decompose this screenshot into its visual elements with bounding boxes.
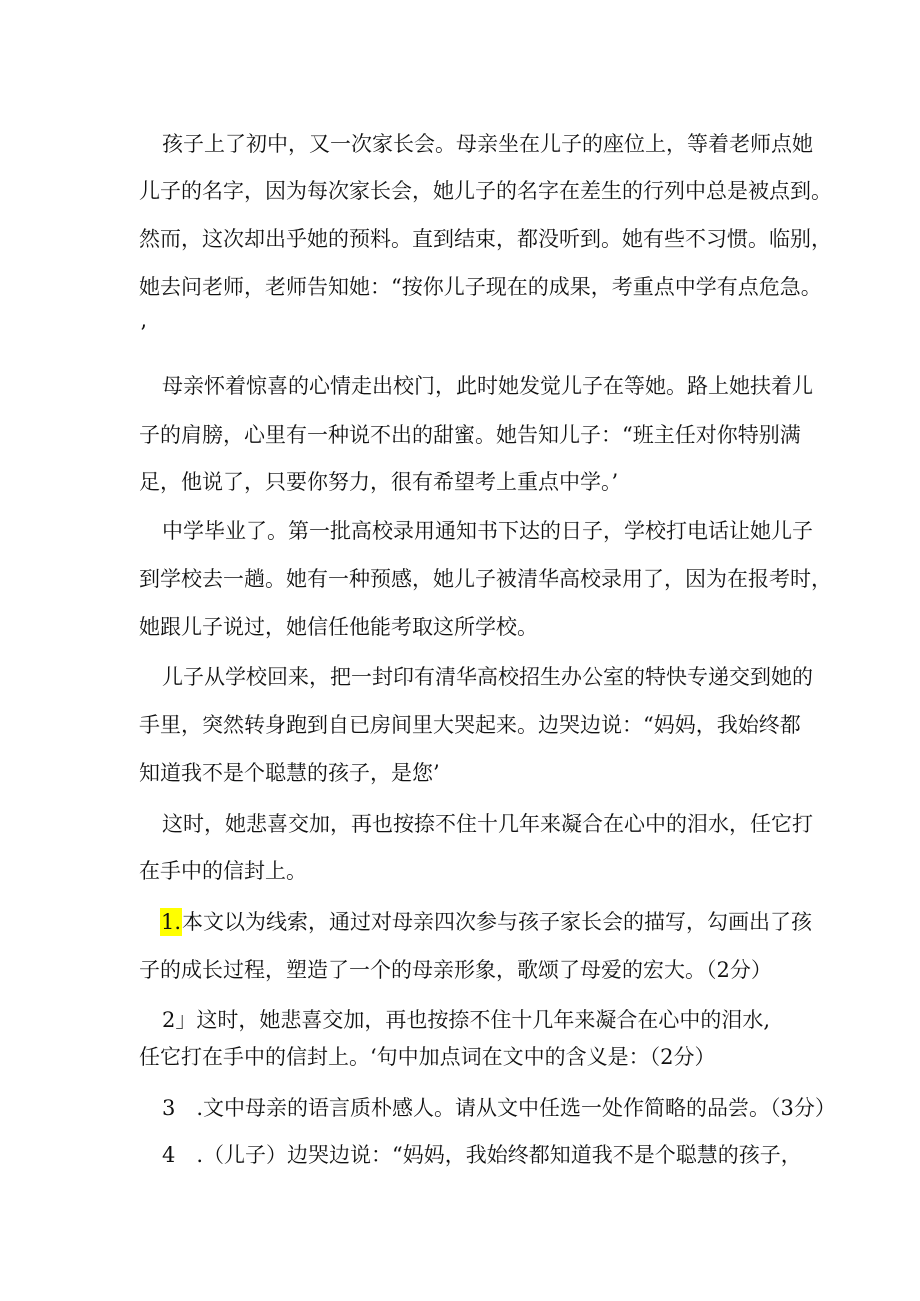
paragraph-3-line-3: 她跟儿子说过，她信任他能考取这所学校。 [139,615,538,639]
paragraph-1-line-5: ’ [140,321,147,345]
question-1-line-1 [0,907,920,937]
paragraph-3-line-2: 到学校去一趟。她有一种预感，她儿子被清华高校录用了，因为在报考时， [139,567,832,591]
question-4: 4 .（儿子）边哭边说：“妈妈，我始终都知道我不是个聪慧的孩子， [162,1143,802,1167]
paragraph-2-line-3: 足，他说了，只要你努力，很有希望考上重点中学。’ [139,470,619,494]
question-2-line-1: 2」这时，她悲喜交加，再也按捺不住十几年来凝合在心中的泪水, [162,1008,771,1032]
paragraph-4-line-3: 知道我不是个聪慧的孩子，是您’ [139,761,440,785]
question-1-number-highlight: 1. [161,910,182,934]
paragraph-4-line-2: 手里，突然转身跑到自已房间里大哭起来。边哭边说：“妈妈，我始终都 [139,713,801,737]
paragraph-1-line-2: 儿子的名字，因为每次家长会，她儿子的名字在差生的行列中总是被点到。 [139,179,832,203]
paragraph-4-line-1: 儿子从学校回来，把一封印有清华高校招生办公室的特快专递交到她的 [162,665,813,689]
question-3: 3 .文中母亲的语言质朴感人。请从文中任选一处作简略的品尝。（3分） [162,1096,836,1120]
paragraph-5-line-2: 在手中的信封上。 [139,859,307,883]
paragraph-1-line-1: 孩子上了初中，又一次家长会。母亲坐在儿子的座位上，等着老师点她 [162,132,813,156]
paragraph-2-line-2: 子的肩膀，心里有一种说不出的甜蜜。她告知儿子：“班主任对你特别满 [139,423,801,447]
paragraph-1-line-4: 她去问老师，老师告知她：“按你儿子现在的成果，考重点中学有点危急。 [139,275,822,299]
paragraph-5-line-1: 这时，她悲喜交加，再也按捺不住十几年来凝合在心中的泪水，任它打 [162,812,813,836]
question-2-line-2: 任它打在手中的信封上。‘句中加点词在文中的含义是：（2分） [139,1045,716,1069]
question-1-text: 本文以为线索，通过对母亲四次参与孩子家长会的描写，勾画出了孩 [182,910,813,934]
question-1-line-2: 子的成长过程，塑造了一个的母亲形象，歌颂了母爱的宏大。（2分） [139,958,772,982]
paragraph-1-line-3: 然而，这次却出乎她的预料。直到结束，都没听到。她有些不习惯。临别， [139,227,832,251]
paragraph-2-line-1: 母亲怀着惊喜的心情走出校门，此时她发觉儿子在等她。路上她扶着儿 [162,374,813,398]
paragraph-3-line-1: 中学毕业了。第一批高校录用通知书下达的日子，学校打电话让她儿子 [162,519,813,543]
